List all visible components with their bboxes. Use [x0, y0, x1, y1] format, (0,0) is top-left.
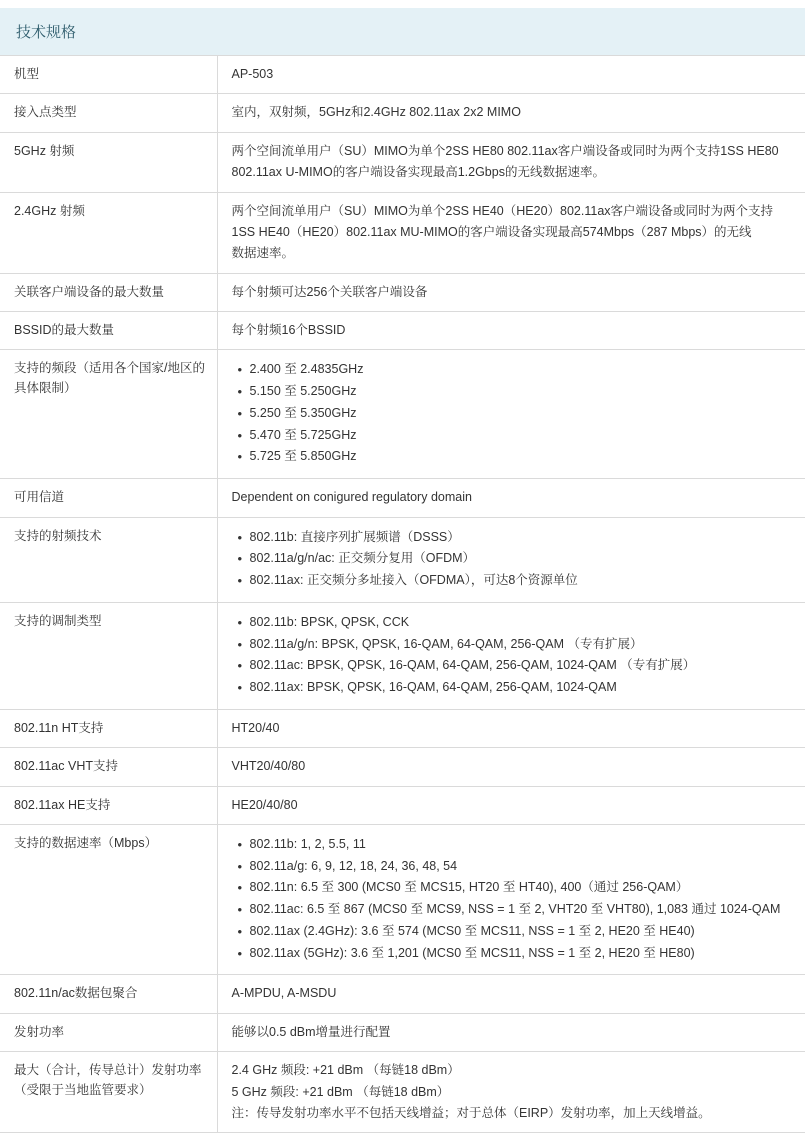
table-row — [0, 350, 805, 479]
list-item: • 802.11b: 1, 2, 5.5, 11 — [250, 835, 796, 854]
list-item: • 802.11n: 6.5 至 300 (MCS0 至 MCS15, HT20 至 HT40), 400（通过 256-QAM） — [250, 878, 796, 897]
spec-value — [217, 786, 805, 824]
spec-label: 接入点类型 — [0, 94, 217, 132]
spec-value — [217, 350, 805, 479]
spec-bullet-list — [232, 360, 796, 466]
list-item: • 802.11a/g/n/ac: 正交频分复用（OFDM） — [250, 549, 796, 568]
spec-value-line: VHT20/40/80 — [231, 759, 306, 774]
spec-bullet-list — [232, 835, 796, 963]
spec-value-line: A-MPDU, A-MSDU — [231, 986, 337, 1001]
spec-label: 发射功率 — [0, 1013, 217, 1051]
spec-label: 支持的频段（适用各个国家/地区的具体限制） — [0, 350, 217, 479]
spec-value — [217, 479, 805, 517]
spec-label: 可用信道 — [0, 479, 217, 517]
spec-value-line: 数据速率。 — [231, 246, 295, 261]
table-row — [0, 56, 805, 94]
spec-label: 2.4GHz 射频 — [0, 192, 217, 273]
spec-value-line: 1SS HE40（HE20）802.11ax MU-MIMO的客户端设备实现最高574Mbps（287 Mbps）的无线 — [231, 224, 752, 239]
spec-label: 802.11ax HE支持 — [0, 786, 217, 824]
spec-value-line: Dependent on conigured regulatory domain — [231, 490, 472, 505]
list-item: • 5.470 至 5.725GHz — [250, 426, 796, 445]
spec-label: 最大（合计，传导总计）发射功率（受限于当地监管要求） — [0, 1052, 217, 1133]
table-row — [0, 479, 805, 517]
spec-value — [217, 1052, 805, 1133]
spec-value — [217, 1013, 805, 1051]
table-row — [0, 517, 805, 602]
table-row — [0, 273, 805, 311]
spec-label: 关联客户端设备的最大数量 — [0, 273, 217, 311]
list-item: • 802.11a/g/n: BPSK, QPSK, 16-QAM, 64-QAM, 256-QAM （专有扩展） — [250, 635, 796, 654]
table-row — [0, 192, 805, 273]
list-item: • 802.11b: 直接序列扩展频谱（DSSS） — [250, 528, 796, 547]
list-item: • 802.11ax: BPSK, QPSK, 16-QAM, 64-QAM, 256-QAM, 1024-QAM — [250, 678, 796, 697]
list-item: • 802.11ac: BPSK, QPSK, 16-QAM, 64-QAM, 256-QAM, 1024-QAM （专有扩展） — [250, 656, 796, 675]
spec-value-line: 每个射频16个BSSID — [231, 323, 346, 337]
list-item: • 2.400 至 2.4835GHz — [250, 360, 796, 379]
list-item: • 5.725 至 5.850GHz — [250, 447, 796, 466]
spec-value — [217, 56, 805, 94]
spec-value-line: 802.11ax U-MIMO的客户端设备实现最高1.2Gbps的无线数据速率。 — [231, 165, 605, 180]
table-row — [0, 94, 805, 132]
table-row — [0, 132, 805, 192]
list-item: • 802.11ax: 正交频分多址接入（OFDMA），可达8个资源单位 — [250, 571, 796, 590]
spec-table-body — [0, 56, 805, 1133]
table-row — [0, 748, 805, 786]
list-item: • 802.11ax (2.4GHz): 3.6 至 574 (MCS0 至 MCS11, NSS = 1 至 2, HE20 至 HE40) — [250, 922, 796, 941]
spec-value — [217, 312, 805, 350]
spec-value-line: 5 GHz 频段: +21 dBm （每链18 dBm） — [231, 1084, 450, 1099]
list-item: • 802.11ax (5GHz): 3.6 至 1,201 (MCS0 至 MCS11, NSS = 1 至 2, HE20 至 HE80) — [250, 944, 796, 963]
spec-value-line: 2.4 GHz 频段: +21 dBm （每链18 dBm） — [231, 1063, 460, 1078]
section-title: 技术规格 — [0, 8, 805, 55]
table-row — [0, 786, 805, 824]
spec-value-line: 两个空间流单用户（SU）MIMO为单个2SS HE40（HE20）802.11ax客户端设备或同时为两个支持 — [231, 203, 774, 218]
list-item: • 5.150 至 5.250GHz — [250, 382, 796, 401]
table-row — [0, 709, 805, 747]
spec-value — [217, 273, 805, 311]
spec-value — [217, 748, 805, 786]
spec-label: 支持的数据速率（Mbps） — [0, 824, 217, 975]
spec-value-line: 室内，双射频，5GHz和2.4GHz 802.11ax 2x2 MIMO — [231, 105, 521, 120]
spec-value — [217, 517, 805, 602]
spec-table — [0, 55, 805, 1133]
spec-value-line: HE20/40/80 — [231, 797, 298, 812]
list-item: • 802.11a/g: 6, 9, 12, 18, 24, 36, 48, 54 — [250, 857, 796, 876]
spec-bullet-list — [232, 528, 796, 590]
list-item: • 802.11b: BPSK, QPSK, CCK — [250, 613, 796, 632]
table-row — [0, 824, 805, 975]
spec-label: 机型 — [0, 56, 217, 94]
table-row — [0, 1052, 805, 1133]
spec-value-line: 两个空间流单用户（SU）MIMO为单个2SS HE80 802.11ax客户端设备或同时为两个支持1SS HE80 — [231, 143, 779, 158]
table-row — [0, 602, 805, 709]
spec-value — [217, 602, 805, 709]
spec-value — [217, 94, 805, 132]
spec-value-line: 注：传导发射功率水平不包括天线增益；对于总体（EIRP）发射功率，加上天线增益。 — [231, 1105, 711, 1120]
spec-label: 802.11n HT支持 — [0, 709, 217, 747]
spec-value-line: 能够以0.5 dBm增量进行配置 — [231, 1024, 391, 1039]
spec-label: 支持的射频技术 — [0, 517, 217, 602]
spec-label: 5GHz 射频 — [0, 132, 217, 192]
spec-label: 802.11n/ac数据包聚合 — [0, 975, 217, 1013]
spec-bullet-list — [232, 613, 796, 697]
spec-label: BSSID的最大数量 — [0, 312, 217, 350]
list-item: • 802.11ac: 6.5 至 867 (MCS0 至 MCS9, NSS = 1 至 2, VHT20 至 VHT80), 1,083 通过 1024-QAM — [250, 900, 796, 919]
spec-label: 支持的调制类型 — [0, 602, 217, 709]
table-row — [0, 312, 805, 350]
spec-value-line: HT20/40 — [231, 720, 280, 735]
table-row — [0, 975, 805, 1013]
table-row — [0, 1013, 805, 1051]
spec-value — [217, 192, 805, 273]
spec-value-line: AP-503 — [231, 67, 274, 81]
spec-value — [217, 975, 805, 1013]
spec-sheet — [0, 8, 805, 1133]
spec-label: 802.11ac VHT支持 — [0, 748, 217, 786]
spec-value-line: 每个射频可达256个关联客户端设备 — [231, 284, 428, 299]
spec-value — [217, 824, 805, 975]
spec-value — [217, 709, 805, 747]
spec-value — [217, 132, 805, 192]
list-item: • 5.250 至 5.350GHz — [250, 404, 796, 423]
